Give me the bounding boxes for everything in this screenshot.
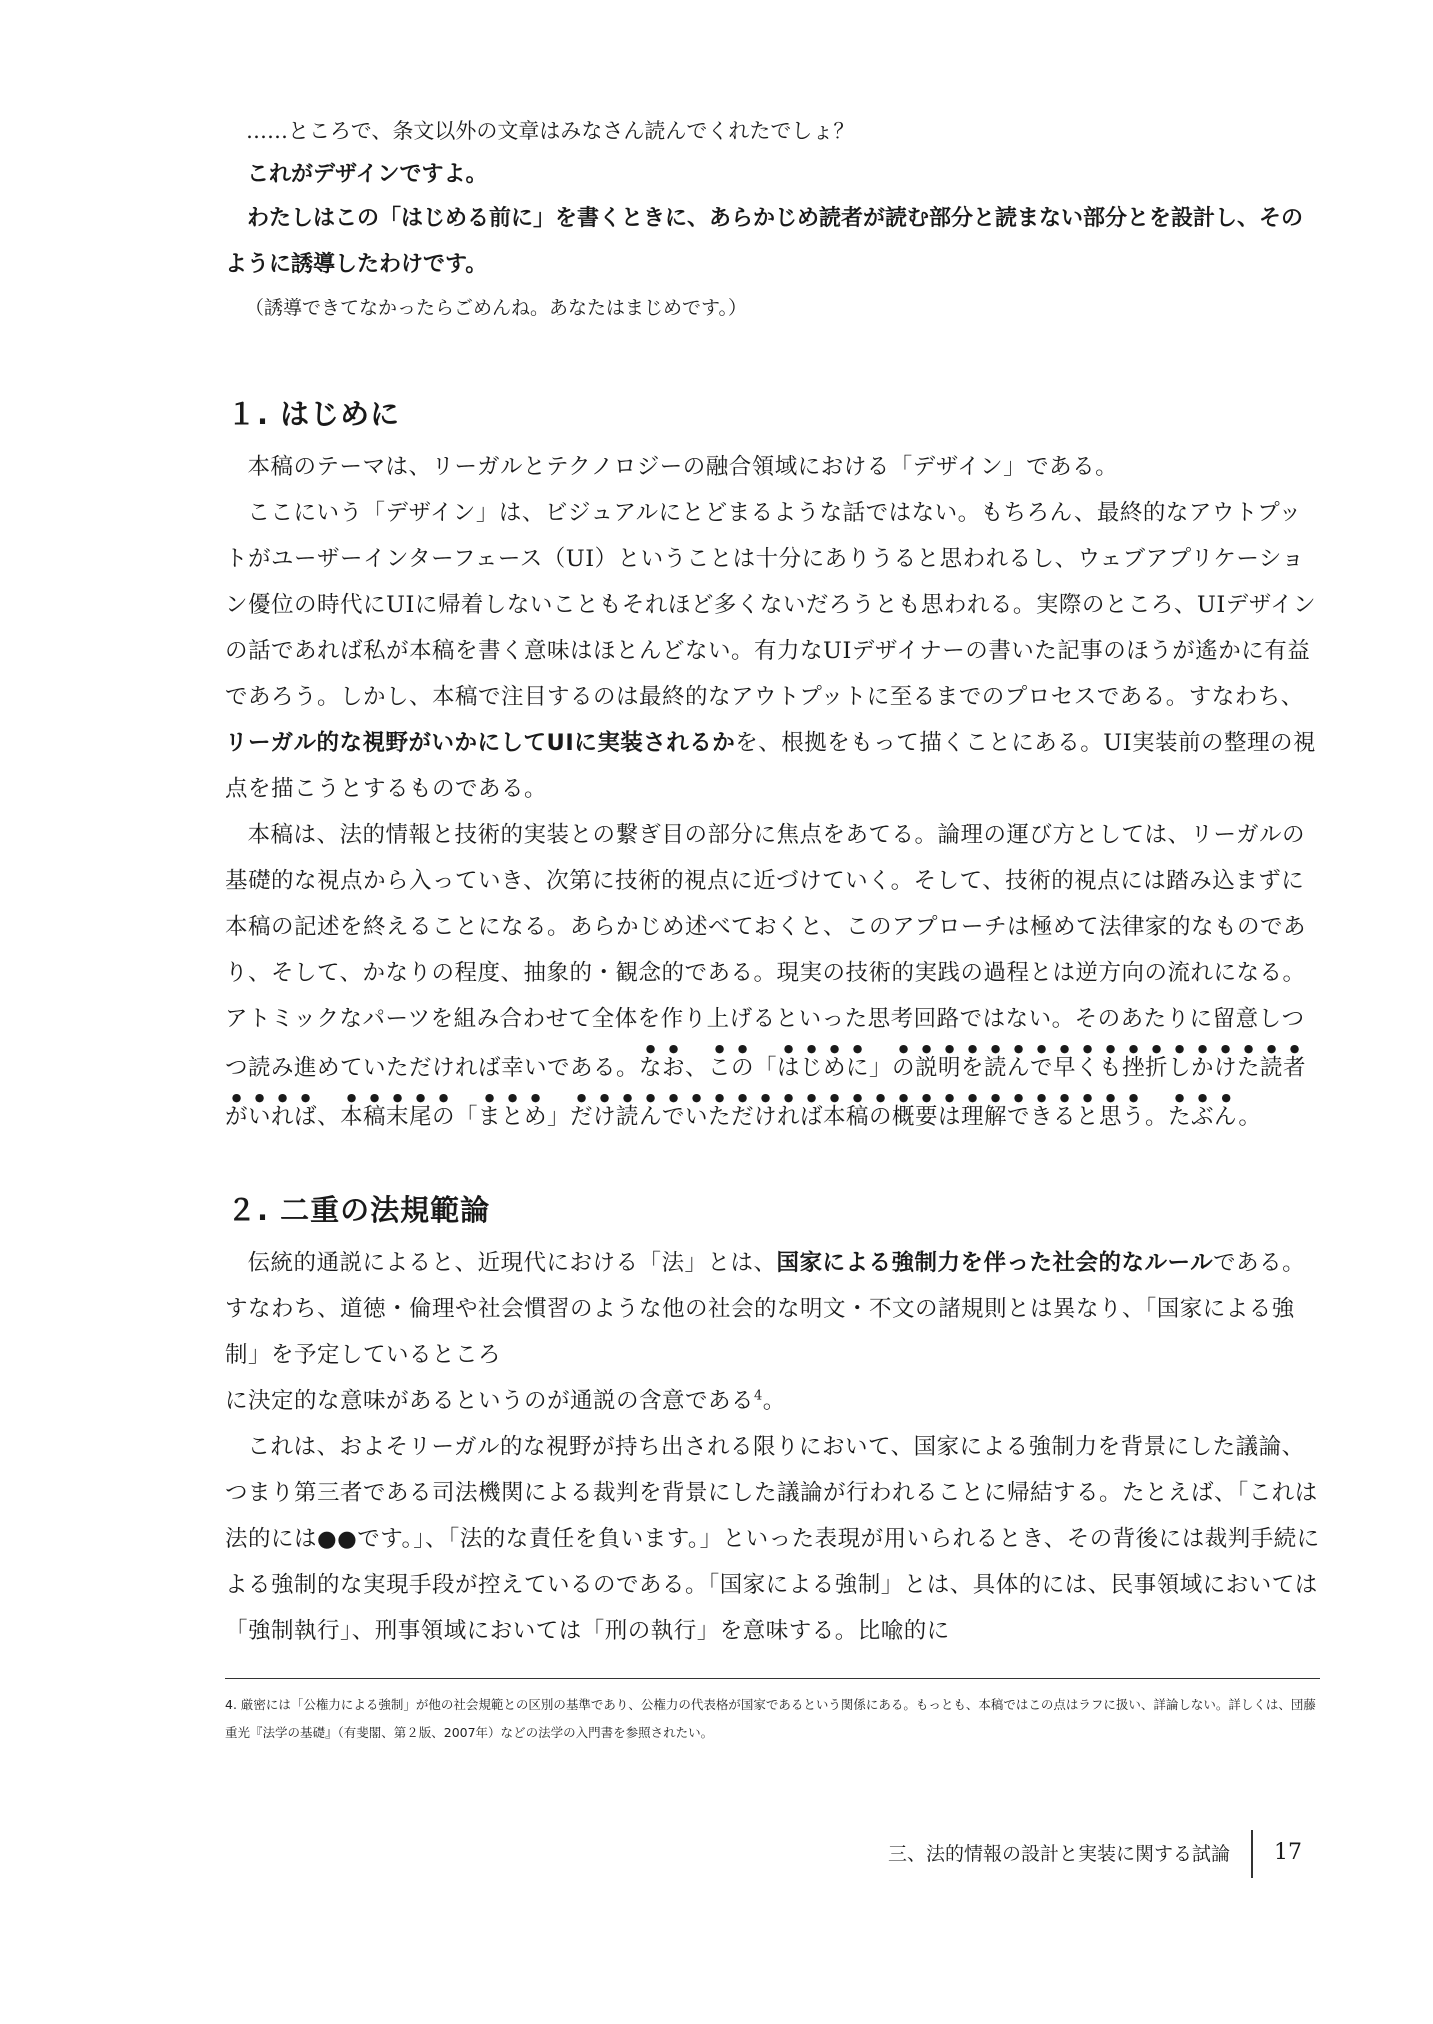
paragraph-text: 伝統的通説によると、近現代における「法」とは、 (247, 1250, 777, 1276)
paragraph: 本稿のテーマは、リーガルとテクノロジーの融合領域における「デザイン」である。 (247, 454, 1119, 480)
intro-line: ……ところで、条文以外の文章はみなさん読んでくれたでしょ？ (246, 119, 855, 143)
paragraph (225, 490, 1320, 812)
paragraph (225, 812, 1320, 1140)
section-heading-1: １. はじめに (227, 397, 401, 431)
paragraph-text: である。すなわち、道徳・倫理や社会慣習のような他の社会的な明文・不文の諸規則とは異なり、「国家による強制」を予定しているところ (225, 1250, 1306, 1368)
paragraph-text: 。 (762, 1388, 786, 1414)
paragraph-continuation (225, 1378, 1320, 1424)
paragraph-text: を、根拠をもって描くことにある。UI実装前の整理の視点を描こうとするものである。 (225, 730, 1317, 802)
footer-divider (1251, 1830, 1253, 1878)
emphasis-text: リーガル的な視野がいかにしてUIに実装されるか (225, 730, 736, 756)
page-number: 17 (1274, 1840, 1302, 1865)
paragraph (225, 1240, 1320, 1378)
paragraph-text: に決定的な意味があるというのが通説の含意である (225, 1388, 755, 1414)
intro-bold-line: これがデザインですよ。 (247, 162, 488, 187)
footnote: 4. 厳密には「公権力による強制」が他の社会規範との区別の基準であり、公権力の代表格が国家であるという関係にある。もっとも、本稿ではこの点はラフに扱い、詳論しない。詳しくは、団藤重光『法学の基礎』（有斐閣、第２版、2007年）などの法学の入門書を参照されたい。 (225, 1697, 1316, 1740)
emphasis-text: 国家による強制力を伴った社会的なルール (776, 1250, 1214, 1276)
footnote-ref: 4 (754, 1388, 763, 1404)
paragraph-text: ここにいう「デザイン」は、ビジュアルにとどまるような話ではない。もちろん、最終的なアウトプットがユーザーインターフェース（UI）ということは十分にありうると思われるし、ウェブアプリケーション優位の時代にUIに帰着しないこともそれほど多くないだろうとも思われる。実際のところ、UIデザインの話であれば私が本稿を書く意味はほとんどない。有力なUIデザイナーの書いた記事のほうが遙かに有益であろう。しかし、本稿で注目するのは最終的なアウトプットに至るまでのプロセスである。すなわち、 (225, 500, 1317, 710)
section-1-body (225, 444, 1320, 1140)
section-2-body (225, 1240, 1320, 1654)
intro-note: （誘導できてなかったらごめんね。あなたはまじめです。） (245, 297, 747, 319)
dotted-emphasis-text: なお、この「はじめに」の説明を読んで早くも挫折しかけた読者がいれば、本稿末尾の「まとめ」だけ読んでいただければ本稿の概要は理解できると思う。たぶん。 (225, 1055, 1307, 1130)
intro-bold-paragraph: わたしはこの「はじめる前に」を書くときに、あらかじめ読者が読む部分と読まない部分とを設計し、そのように誘導したわけです。 (225, 206, 1304, 277)
section-heading-2: ２. 二重の法規範論 (227, 1193, 491, 1227)
footnote-rule (225, 1678, 1320, 1679)
running-title: 三、法的情報の設計と実装に関する試論 (887, 1843, 1230, 1865)
paragraph-text: 本稿は、法的情報と技術的実装との繋ぎ目の部分に焦点をあてる。論理の運び方としては、リーガルの基礎的な視点から入っていき、次第に技術的視点に近づけていく。そして、技術的視点には踏み込まずに本稿の記述を終えることになる。あらかじめ述べておくと、このアプローチは極めて法律家的なものであり、そして、かなりの程度、抽象的・観念的である。現実の技術的実践の過程とは逆方向の流れになる。アトミックなパーツを組み合わせて全体を作り上げるといった思考回路ではない。そのあたりに留意しつつ読み進めていただければ幸いである。 (225, 822, 1307, 1081)
paragraph: これは、およそリーガル的な視野が持ち出される限りにおいて、国家による強制力を背景にした議論、つまり第三者である司法機関による裁判を背景にした議論が行われることに帰結する。たとえば、「これは法的には●●です。」、「法的な責任を負います。」といった表現が用いられるとき、その背後には裁判手続による強制的な実現手段が控えているのである。「国家による強制」とは、具体的には、民事領域においては「強制執行」、刑事領域においては「刑の執行」を意味する。比喩的に (225, 1434, 1320, 1644)
